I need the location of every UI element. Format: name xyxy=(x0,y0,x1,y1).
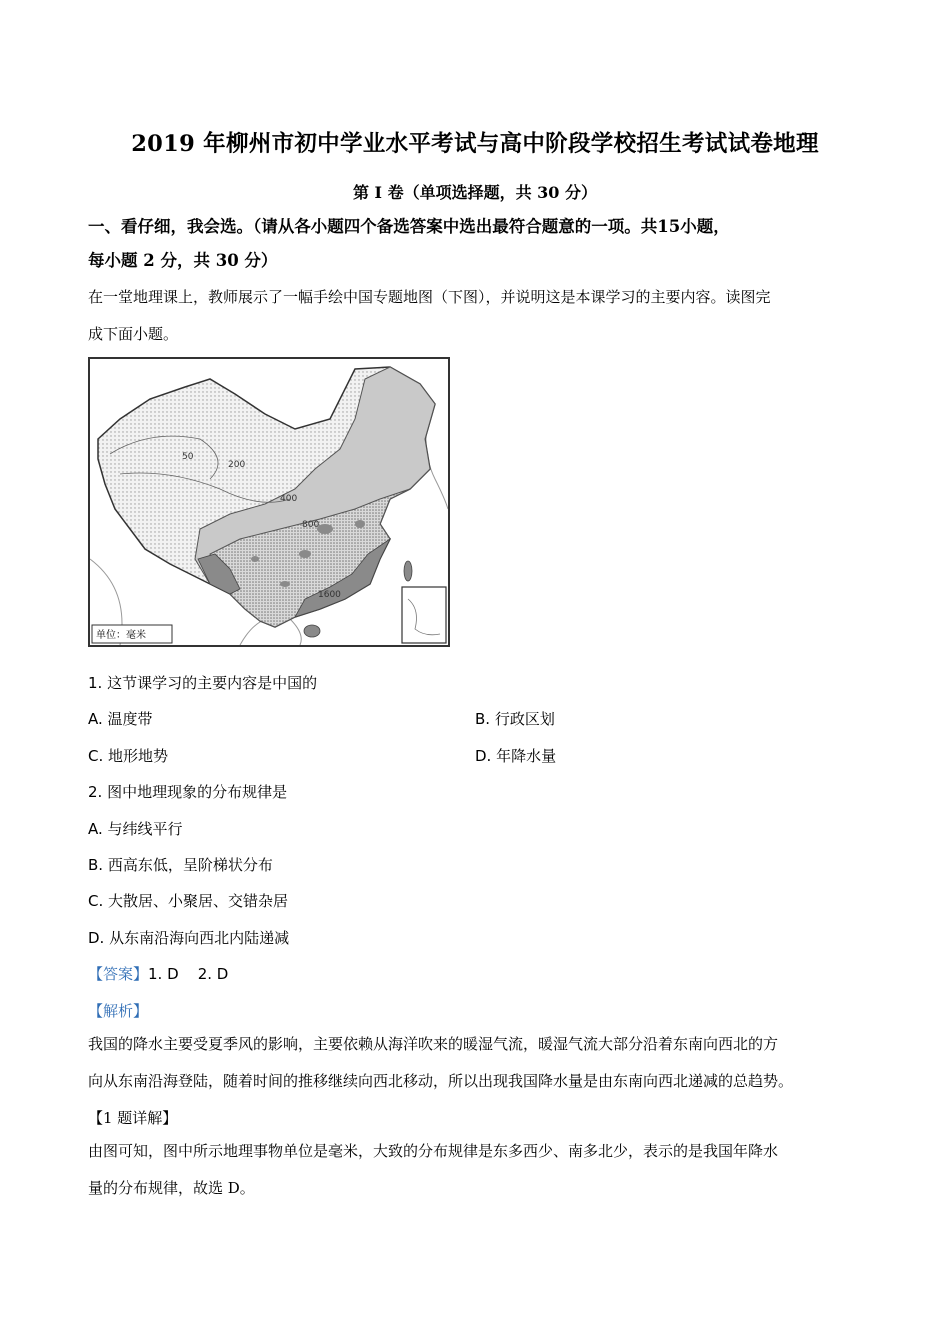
contour-label-50: 50 xyxy=(182,452,194,462)
contour-label-1600: 1600 xyxy=(318,590,341,600)
question-1-option-b[interactable]: B. 行政区划 xyxy=(475,710,555,728)
question-2-option-d[interactable]: D. 从东南沿海向西北内陆递减 xyxy=(88,929,290,947)
contour-label-400: 400 xyxy=(280,494,298,504)
detail-1-line-2: 量的分布规律，故选 D。 xyxy=(88,1179,255,1197)
question-1-option-c[interactable]: C. 地形地势 xyxy=(88,747,169,765)
question-1-stem: 1. 这节课学习的主要内容是中国的 xyxy=(88,674,318,692)
detail-1-label: 【1 题详解】 xyxy=(88,1109,178,1127)
question-2-stem: 2. 图中地理现象的分布规律是 xyxy=(88,783,288,801)
contour-label-800: 800 xyxy=(302,520,320,530)
intro-line-1: 在一堂地理课上，教师展示了一幅手绘中国专题地图（下图），并说明这是本课学习的主要内容。读图完 xyxy=(88,288,771,306)
question-1-option-d[interactable]: D. 年降水量 xyxy=(475,747,557,765)
analysis-line-2: 向从东南沿海登陆，随着时间的推移继续向西北移动，所以出现我国降水量是由东南向西北递减的总趋势。 xyxy=(88,1072,794,1090)
map-drawing xyxy=(90,359,448,645)
section-heading-line-1: 一、看仔细，我会选。（请从各小题四个备选答案中选出最符合题意的一项。共15小题， xyxy=(88,217,730,236)
question-2-option-c[interactable]: C. 大散居、小聚居、交错杂居 xyxy=(88,892,289,910)
analysis-label: 【解析】 xyxy=(88,1002,149,1020)
question-2-option-a[interactable]: A. 与纬线平行 xyxy=(88,820,183,838)
contour-label-200: 200 xyxy=(228,460,246,470)
analysis-line-1: 我国的降水主要受夏季风的影响，主要依赖从海洋吹来的暖湿气流，暖湿气流大部分沿着东南向西北的方 xyxy=(88,1035,779,1053)
question-2-option-b[interactable]: B. 西高东低，呈阶梯状分布 xyxy=(88,856,273,874)
section-heading-line-2: 每小题 2 分，共 30 分） xyxy=(88,251,278,270)
question-1-option-a[interactable]: A. 温度带 xyxy=(88,710,153,728)
map-unit-label: 单位：毫米 xyxy=(96,630,146,641)
intro-line-2: 成下面小题。 xyxy=(88,325,179,343)
detail-1-line-1: 由图可知，图中所示地理事物单位是毫米，大致的分布规律是东多西少、南多北少，表示的是我国年降水 xyxy=(88,1142,779,1160)
china-precipitation-map xyxy=(88,357,450,647)
answer-line xyxy=(88,963,228,984)
page-title: 2019 年柳州市初中学业水平考试与高中阶段学校招生考试试卷地理 xyxy=(131,131,819,157)
answer-text: 1. D 2. D xyxy=(148,965,229,983)
section-subtitle: 第 I 卷（单项选择题，共 30 分） xyxy=(352,183,598,202)
answer-label: 【答案】 xyxy=(88,965,149,983)
